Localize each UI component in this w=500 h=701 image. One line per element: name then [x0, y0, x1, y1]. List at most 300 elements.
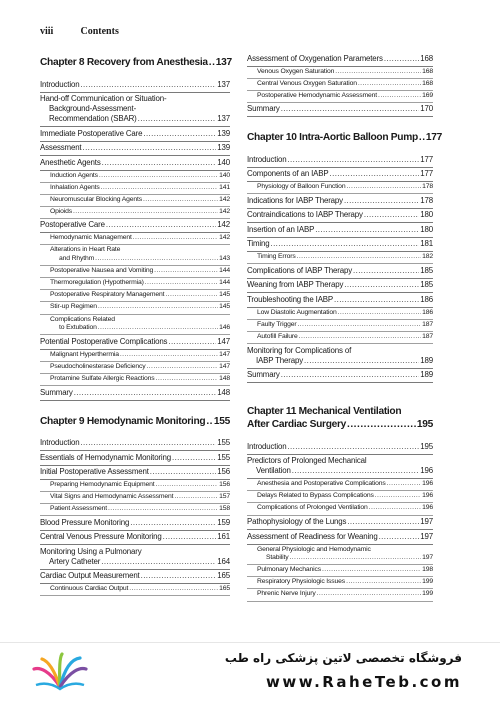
dot-leader	[369, 504, 421, 513]
page-ref: 189	[420, 370, 433, 380]
page-ref: 157	[219, 493, 230, 501]
toc-title: Anesthesia and Postoperative Complications	[257, 480, 386, 488]
toc-title: Postoperative Care	[40, 220, 105, 230]
toc-title: Postoperative Nausea and Vomiting	[50, 267, 154, 275]
toc-title: Chapter 10 Intra-Aortic Balloon Pump	[247, 132, 418, 144]
toc-title: Central Venous Oxygen Saturation	[257, 79, 357, 87]
toc-subentry-timing-errors[interactable]	[247, 252, 433, 264]
toc-line	[50, 505, 230, 514]
page-ref: 197	[422, 554, 433, 562]
page-ref: 195	[416, 419, 433, 431]
page-ref: 155	[217, 438, 230, 447]
dot-leader	[101, 557, 216, 567]
toc-title: Components of an IABP	[247, 169, 329, 179]
toc-title: Assessment of Oxygenation Parameters	[247, 53, 383, 63]
toc-subentry-venous-oxygen-saturation[interactable]	[247, 67, 433, 79]
toc-line	[50, 255, 230, 264]
toc-subentry-complications-of-prolonged-ventilation[interactable]	[247, 503, 433, 515]
toc-subentry-respiratory-physiologic-issues[interactable]	[247, 577, 433, 589]
toc-title: Delays Related to Bypass Complications	[257, 492, 374, 500]
toc-line	[257, 309, 433, 318]
dot-leader	[138, 114, 217, 124]
dot-leader	[206, 415, 213, 428]
toc-line	[247, 532, 433, 542]
toc-title: Pulmonary Mechanics	[257, 566, 322, 574]
toc-entry-hand-off-communication-or-situation[interactable]	[40, 93, 230, 128]
toc-title: Assessment	[40, 143, 82, 152]
page-ref: 182	[422, 253, 433, 261]
toc-subentry-central-venous-oxygen-saturation[interactable]	[247, 79, 433, 91]
toc-line	[247, 405, 433, 418]
dot-leader	[330, 169, 420, 179]
toc-title: General Physiologic and Hemodynamic	[257, 545, 371, 553]
toc-subentry-anesthesia-and-postoperative-complicatio[interactable]	[247, 479, 433, 491]
toc-subentry-patient-assessment[interactable]	[40, 504, 230, 516]
dot-leader	[102, 158, 217, 168]
toc-line	[247, 225, 433, 235]
dot-leader	[143, 129, 216, 139]
toc-title: Thermoregulation (Hypothermia)	[50, 279, 144, 287]
toc-line	[50, 267, 230, 276]
toc-title: Pseudocholinesterase Deficiency	[50, 362, 146, 370]
toc-line	[40, 532, 230, 542]
toc-line	[40, 94, 230, 104]
toc-line	[247, 442, 433, 452]
toc-line	[40, 129, 230, 139]
toc-entry-initial-postoperative-assessment[interactable]	[40, 466, 230, 481]
toc-entry-introduction[interactable]	[247, 153, 433, 168]
page-ref: 169	[422, 91, 433, 99]
toc-subentry-pulmonary-mechanics[interactable]	[247, 565, 433, 577]
page-ref: 158	[219, 505, 230, 513]
toc-subentry-opioids[interactable]	[40, 207, 230, 219]
toc-title: Protamine Sulfate Allergic Reactions	[50, 374, 155, 382]
toc-line	[50, 493, 230, 502]
toc-line	[247, 266, 433, 276]
toc-title: Induction Agents	[50, 171, 98, 179]
dot-leader	[315, 225, 419, 235]
toc-entry-assessment[interactable]	[40, 142, 230, 157]
toc-line	[247, 466, 433, 476]
toc-entry-immediate-postoperative-care[interactable]	[40, 127, 230, 142]
page-ref: 159	[217, 517, 230, 527]
page-ref: 156	[219, 481, 230, 488]
dot-leader	[130, 518, 216, 528]
page-ref: 180	[420, 224, 433, 234]
toc-subentry-vital-signs-and-hemodynamic-assessment[interactable]	[40, 492, 230, 504]
toc-title: Recommendation (SBAR)	[49, 114, 137, 123]
toc-line	[40, 557, 230, 567]
toc-subentry-postoperative-respiratory-management[interactable]	[40, 290, 230, 302]
toc-line	[50, 196, 230, 205]
toc-title: Monitoring for Complications of	[247, 345, 352, 355]
toc-title: Timing Errors	[257, 253, 296, 261]
toc-line	[50, 279, 230, 288]
toc-subentry-complications-related[interactable]	[40, 315, 230, 336]
toc-title: Ventilation	[256, 466, 291, 476]
toc-line	[257, 333, 433, 342]
page-ref: 196	[422, 504, 433, 512]
page-ref: 161	[217, 532, 230, 542]
toc-subentry-alterations-in-heart-rate[interactable]	[40, 245, 230, 266]
toc-subentry-faulty-trigger[interactable]	[247, 320, 433, 332]
toc-title: Assessment of Readiness for Weaning	[247, 531, 378, 541]
toc-line	[247, 210, 433, 220]
toc-entry-troubleshooting-the-iabp[interactable]	[247, 293, 433, 308]
toc-title: Contraindications to IABP Therapy	[247, 210, 363, 220]
toc-entry-assessment-of-readiness-for-weaning[interactable]	[247, 530, 433, 545]
toc-title: Timing	[247, 239, 270, 249]
page-ref: 143	[219, 255, 230, 263]
dot-leader	[364, 210, 419, 220]
toc-line	[40, 220, 230, 230]
dot-leader	[74, 388, 217, 398]
toc-line	[50, 234, 230, 243]
toc-column-right	[247, 52, 443, 602]
toc-line	[257, 80, 433, 89]
toc-line	[257, 578, 433, 587]
page-number: viii	[40, 26, 54, 37]
toc-line	[247, 418, 433, 431]
page-ref: 156	[217, 467, 230, 476]
toc-line	[247, 280, 433, 290]
toc-title: Introduction	[40, 79, 80, 89]
open-book-rainbow-icon	[32, 651, 88, 693]
dot-leader	[165, 291, 218, 300]
toc-subentry-delays-related-to-bypass-complications[interactable]	[247, 491, 433, 503]
toc-subentry-continuous-cardiac-output[interactable]	[40, 584, 230, 596]
toc-title: Vital Signs and Hemodynamic Assessment	[50, 493, 174, 501]
toc-subentry-preparing-hemodynamic-equipment[interactable]	[40, 480, 230, 492]
toc-line	[40, 453, 230, 463]
toc-title: Chapter 8 Recovery from Anesthesia	[40, 57, 208, 68]
page-ref: 168	[422, 67, 433, 75]
dot-leader	[270, 239, 419, 249]
toc-line	[247, 356, 433, 366]
page-ref: 197	[420, 517, 433, 527]
toc-subentry-inhalation-agents[interactable]	[40, 183, 230, 195]
toc-entry-monitoring-for-complications-of[interactable]	[247, 344, 433, 369]
toc-entry-summary[interactable]	[40, 386, 230, 401]
toc-title: to Extubation	[59, 324, 97, 332]
toc-entry-summary[interactable]	[247, 103, 433, 118]
dot-leader	[338, 309, 422, 318]
toc-line	[247, 295, 433, 305]
toc-line	[257, 546, 433, 555]
toc-subentry-induction-agents[interactable]	[40, 171, 230, 183]
toc-line	[40, 80, 230, 90]
toc-line	[40, 518, 230, 528]
section-spacer	[40, 401, 230, 411]
toc-title: Background-Assessment-	[49, 104, 137, 113]
page-ref: 137	[217, 114, 230, 123]
dot-leader	[287, 442, 419, 452]
toc-title: Predictors of Prolonged Mechanical	[247, 456, 367, 466]
dot-leader	[304, 356, 419, 366]
page-header	[40, 26, 119, 37]
toc-subentry-hemodynamic-management[interactable]	[40, 233, 230, 245]
toc-title: Blood Pressure Monitoring	[40, 517, 130, 527]
dot-leader	[281, 370, 420, 380]
toc-title: Neuromuscular Blocking Agents	[50, 195, 142, 203]
toc-subentry-malignant-hyperthermia[interactable]	[40, 350, 230, 362]
toc-title: Immediate Postoperative Care	[40, 128, 143, 138]
toc-subentry-stir-up-regimen[interactable]	[40, 302, 230, 314]
page-ref: 148	[219, 374, 230, 382]
page-ref: 144	[219, 267, 230, 275]
chapter-heading[interactable]	[247, 131, 443, 144]
toc-entry-central-venous-pressure-monitoring[interactable]	[40, 531, 230, 546]
dot-leader	[317, 590, 422, 599]
toc-subentry-postoperative-hemodynamic-assessment[interactable]	[247, 91, 433, 103]
toc-entry-insertion-of-an-iabp[interactable]	[247, 223, 433, 238]
toc-line	[257, 504, 433, 513]
toc-entry-timing[interactable]	[247, 238, 433, 253]
dot-leader	[375, 492, 421, 501]
page-ref: 177	[420, 169, 433, 179]
store-url-link[interactable]: www.RaheTeb.com	[265, 673, 462, 691]
toc-title: Alterations in Heart Rate	[50, 246, 121, 254]
toc-column-left	[40, 52, 230, 596]
page-ref: 170	[420, 104, 433, 114]
toc-title: Physiology of Balloon Function	[257, 183, 346, 191]
page-ref: 140	[219, 171, 230, 179]
toc-line	[50, 351, 230, 360]
toc-line	[257, 566, 433, 575]
toc-title: Pathophysiology of the Lungs	[247, 517, 347, 527]
chapter-heading[interactable]	[40, 56, 230, 69]
toc-entry-components-of-an-iabp[interactable]	[247, 168, 433, 183]
page-ref: 187	[422, 321, 433, 329]
dot-leader	[98, 303, 218, 312]
toc-line	[40, 104, 230, 114]
toc-entry-complications-of-iabp-therapy[interactable]	[247, 264, 433, 279]
toc-line	[40, 388, 230, 398]
page-ref: 197	[420, 531, 433, 541]
toc-title: Stability	[266, 554, 289, 562]
toc-title: Patient Assessment	[50, 505, 107, 513]
toc-subentry-general-physiologic-and-hemodynamic[interactable]	[247, 545, 433, 566]
page-ref: 199	[422, 590, 433, 598]
toc-title: Introduction	[247, 154, 287, 164]
toc-title: Chapter 9 Hemodynamic Monitoring	[40, 415, 206, 427]
toc-subentry-low-diastolic-augmentation[interactable]	[247, 308, 433, 320]
dot-leader	[101, 184, 219, 193]
page-ref: 196	[422, 480, 433, 488]
page-ref: 198	[422, 566, 433, 574]
toc-subentry-physiology-of-balloon-function[interactable]	[247, 182, 433, 194]
page-ref: 189	[420, 355, 433, 365]
page-ref: 146	[219, 324, 230, 332]
chapter-heading[interactable]	[40, 415, 230, 428]
dot-leader	[346, 183, 421, 192]
toc-entry-postoperative-care[interactable]	[40, 219, 230, 234]
dot-leader	[334, 295, 419, 305]
toc-title: Indications for IABP Therapy	[247, 195, 343, 205]
toc-entry-blood-pressure-monitoring[interactable]	[40, 516, 230, 531]
page-ref: 141	[219, 183, 230, 191]
toc-line	[50, 375, 230, 384]
toc-title: and Rhythm	[59, 255, 95, 263]
toc-title: Troubleshooting the IABP	[247, 294, 334, 304]
page-ref: 147	[219, 350, 230, 358]
toc-line	[247, 54, 433, 64]
toc-line	[50, 481, 230, 490]
toc-entry-monitoring-using-a-pulmonary[interactable]	[40, 545, 230, 570]
toc-title: Essentials of Hemodynamic Monitoring	[40, 452, 171, 462]
toc-subentry-protamine-sulfate-allergic-reactions[interactable]	[40, 374, 230, 386]
dot-leader	[292, 466, 420, 476]
toc-line	[50, 291, 230, 300]
toc-entry-pathophysiology-of-the-lungs[interactable]	[247, 516, 433, 531]
toc-subentry-thermoregulation-hypothermia[interactable]	[40, 278, 230, 290]
toc-title: Artery Catheter	[49, 556, 101, 566]
toc-title: Hemodynamic Management	[50, 234, 132, 242]
toc-line	[247, 517, 433, 527]
dot-leader	[143, 196, 218, 205]
toc-entry-indications-for-iabp-therapy[interactable]	[247, 194, 433, 209]
dot-leader	[150, 467, 216, 477]
page-ref: 185	[420, 265, 433, 275]
page-ref: 155	[217, 452, 230, 462]
dot-leader	[163, 532, 217, 542]
dot-leader	[146, 363, 218, 372]
toc-line	[257, 492, 433, 501]
toc-line	[40, 114, 230, 124]
page-ref: 165	[219, 585, 230, 593]
toc-entry-potential-postoperative-complications[interactable]	[40, 335, 230, 350]
page-ref: 145	[219, 291, 230, 299]
page-ref: 148	[217, 387, 230, 397]
toc-title: Summary	[247, 370, 280, 380]
toc-entry-assessment-of-oxygenation-parameters[interactable]	[247, 52, 433, 67]
page-ref: 181	[420, 239, 433, 249]
toc-subentry-autofill-failure[interactable]	[247, 332, 433, 344]
dot-leader	[281, 104, 420, 114]
dot-leader	[346, 578, 421, 587]
toc-entry-introduction[interactable]	[247, 440, 433, 455]
toc-line	[247, 155, 433, 165]
toc-title: IABP Therapy	[256, 355, 304, 365]
page-ref: 185	[420, 280, 433, 290]
dot-leader	[379, 532, 420, 542]
toc-title: Potential Postoperative Complications	[40, 336, 168, 346]
dot-leader	[95, 255, 218, 264]
toc-title: Summary	[247, 104, 280, 114]
toc-title: Complications Related	[50, 315, 115, 323]
toc-subentry-postoperative-nausea-and-vomiting[interactable]	[40, 266, 230, 278]
dot-leader	[387, 480, 422, 489]
dot-leader	[287, 155, 419, 165]
toc-line	[247, 370, 433, 380]
page-ref: 195	[420, 441, 433, 451]
toc-title: Cardiac Output Measurement	[40, 571, 140, 581]
toc-line	[50, 303, 230, 312]
dot-leader	[378, 92, 421, 101]
page-ref: 187	[422, 333, 433, 341]
toc-entry-summary[interactable]	[247, 369, 433, 384]
toc-title: Introduction	[247, 441, 287, 451]
dot-leader	[299, 333, 421, 342]
page-ref: 180	[420, 210, 433, 220]
toc-entry-contraindications-to-iabp-therapy[interactable]	[247, 209, 433, 224]
toc-title: Introduction	[40, 438, 80, 447]
toc-line	[40, 158, 230, 168]
toc-title: Initial Postoperative Assessment	[40, 467, 149, 476]
dot-leader	[141, 571, 217, 581]
toc-title: Inhalation Agents	[50, 183, 100, 191]
page-ref: 147	[219, 362, 230, 370]
page-ref: 142	[219, 207, 230, 215]
chapter-heading[interactable]	[247, 405, 433, 431]
toc-line	[40, 56, 230, 69]
toc-entry-predictors-of-prolonged-mechanical[interactable]	[247, 455, 433, 480]
toc-subentry-neuromuscular-blocking-agents[interactable]	[40, 195, 230, 207]
toc-line	[40, 547, 230, 557]
toc-line	[247, 131, 443, 144]
dot-leader	[344, 196, 419, 206]
dot-leader	[358, 80, 421, 89]
toc-line	[257, 480, 433, 489]
toc-title: Hand-off Communication or Situation-	[40, 94, 167, 103]
toc-entry-weaning-from-iabp-therapy[interactable]	[247, 279, 433, 294]
toc-subentry-pseudocholinesterase-deficiency[interactable]	[40, 362, 230, 374]
page-ref: 177	[420, 154, 433, 164]
page-ref: 199	[422, 578, 433, 586]
toc-entry-introduction[interactable]	[40, 437, 230, 452]
page-ref: 165	[217, 571, 230, 581]
page-ref: 186	[422, 308, 433, 316]
toc-line	[257, 554, 433, 563]
toc-line	[40, 415, 230, 428]
dot-leader	[347, 418, 416, 431]
toc-line	[257, 321, 433, 330]
dot-leader	[353, 266, 419, 276]
page-ref: 137	[217, 79, 230, 89]
toc-line	[257, 590, 433, 599]
toc-line	[50, 585, 230, 594]
dot-leader	[347, 517, 419, 527]
dot-leader	[129, 585, 218, 594]
page-ref: 177	[425, 132, 443, 144]
page-ref: 139	[217, 143, 230, 152]
page-ref: 142	[219, 234, 230, 242]
toc-line	[247, 456, 433, 466]
page-ref: 196	[420, 466, 433, 476]
toc-entry-essentials-of-hemodynamic-monitoring[interactable]	[40, 451, 230, 466]
section-spacer	[247, 117, 433, 127]
page-ref: 140	[217, 157, 230, 167]
toc-title: Phrenic Nerve Injury	[257, 590, 316, 598]
toc-line	[40, 571, 230, 581]
store-banner[interactable]	[0, 642, 500, 701]
page-ref: 142	[217, 220, 230, 230]
toc-line	[247, 104, 433, 114]
toc-entry-cardiac-output-measurement[interactable]	[40, 570, 230, 585]
toc-title: Chapter 11 Mechanical Ventilation	[247, 406, 402, 418]
page-ref: 137	[215, 57, 232, 68]
toc-line	[247, 169, 433, 179]
toc-entry-introduction[interactable]	[40, 78, 230, 93]
toc-title: Stir-up Regimen	[50, 303, 97, 311]
dot-leader	[168, 337, 216, 347]
dot-leader	[297, 321, 421, 330]
toc-entry-anesthetic-agents[interactable]	[40, 156, 230, 171]
dot-leader	[322, 566, 421, 575]
page-ref: 168	[420, 53, 433, 63]
page-ref: 178	[422, 183, 433, 191]
toc-subentry-phrenic-nerve-injury[interactable]	[247, 589, 433, 601]
